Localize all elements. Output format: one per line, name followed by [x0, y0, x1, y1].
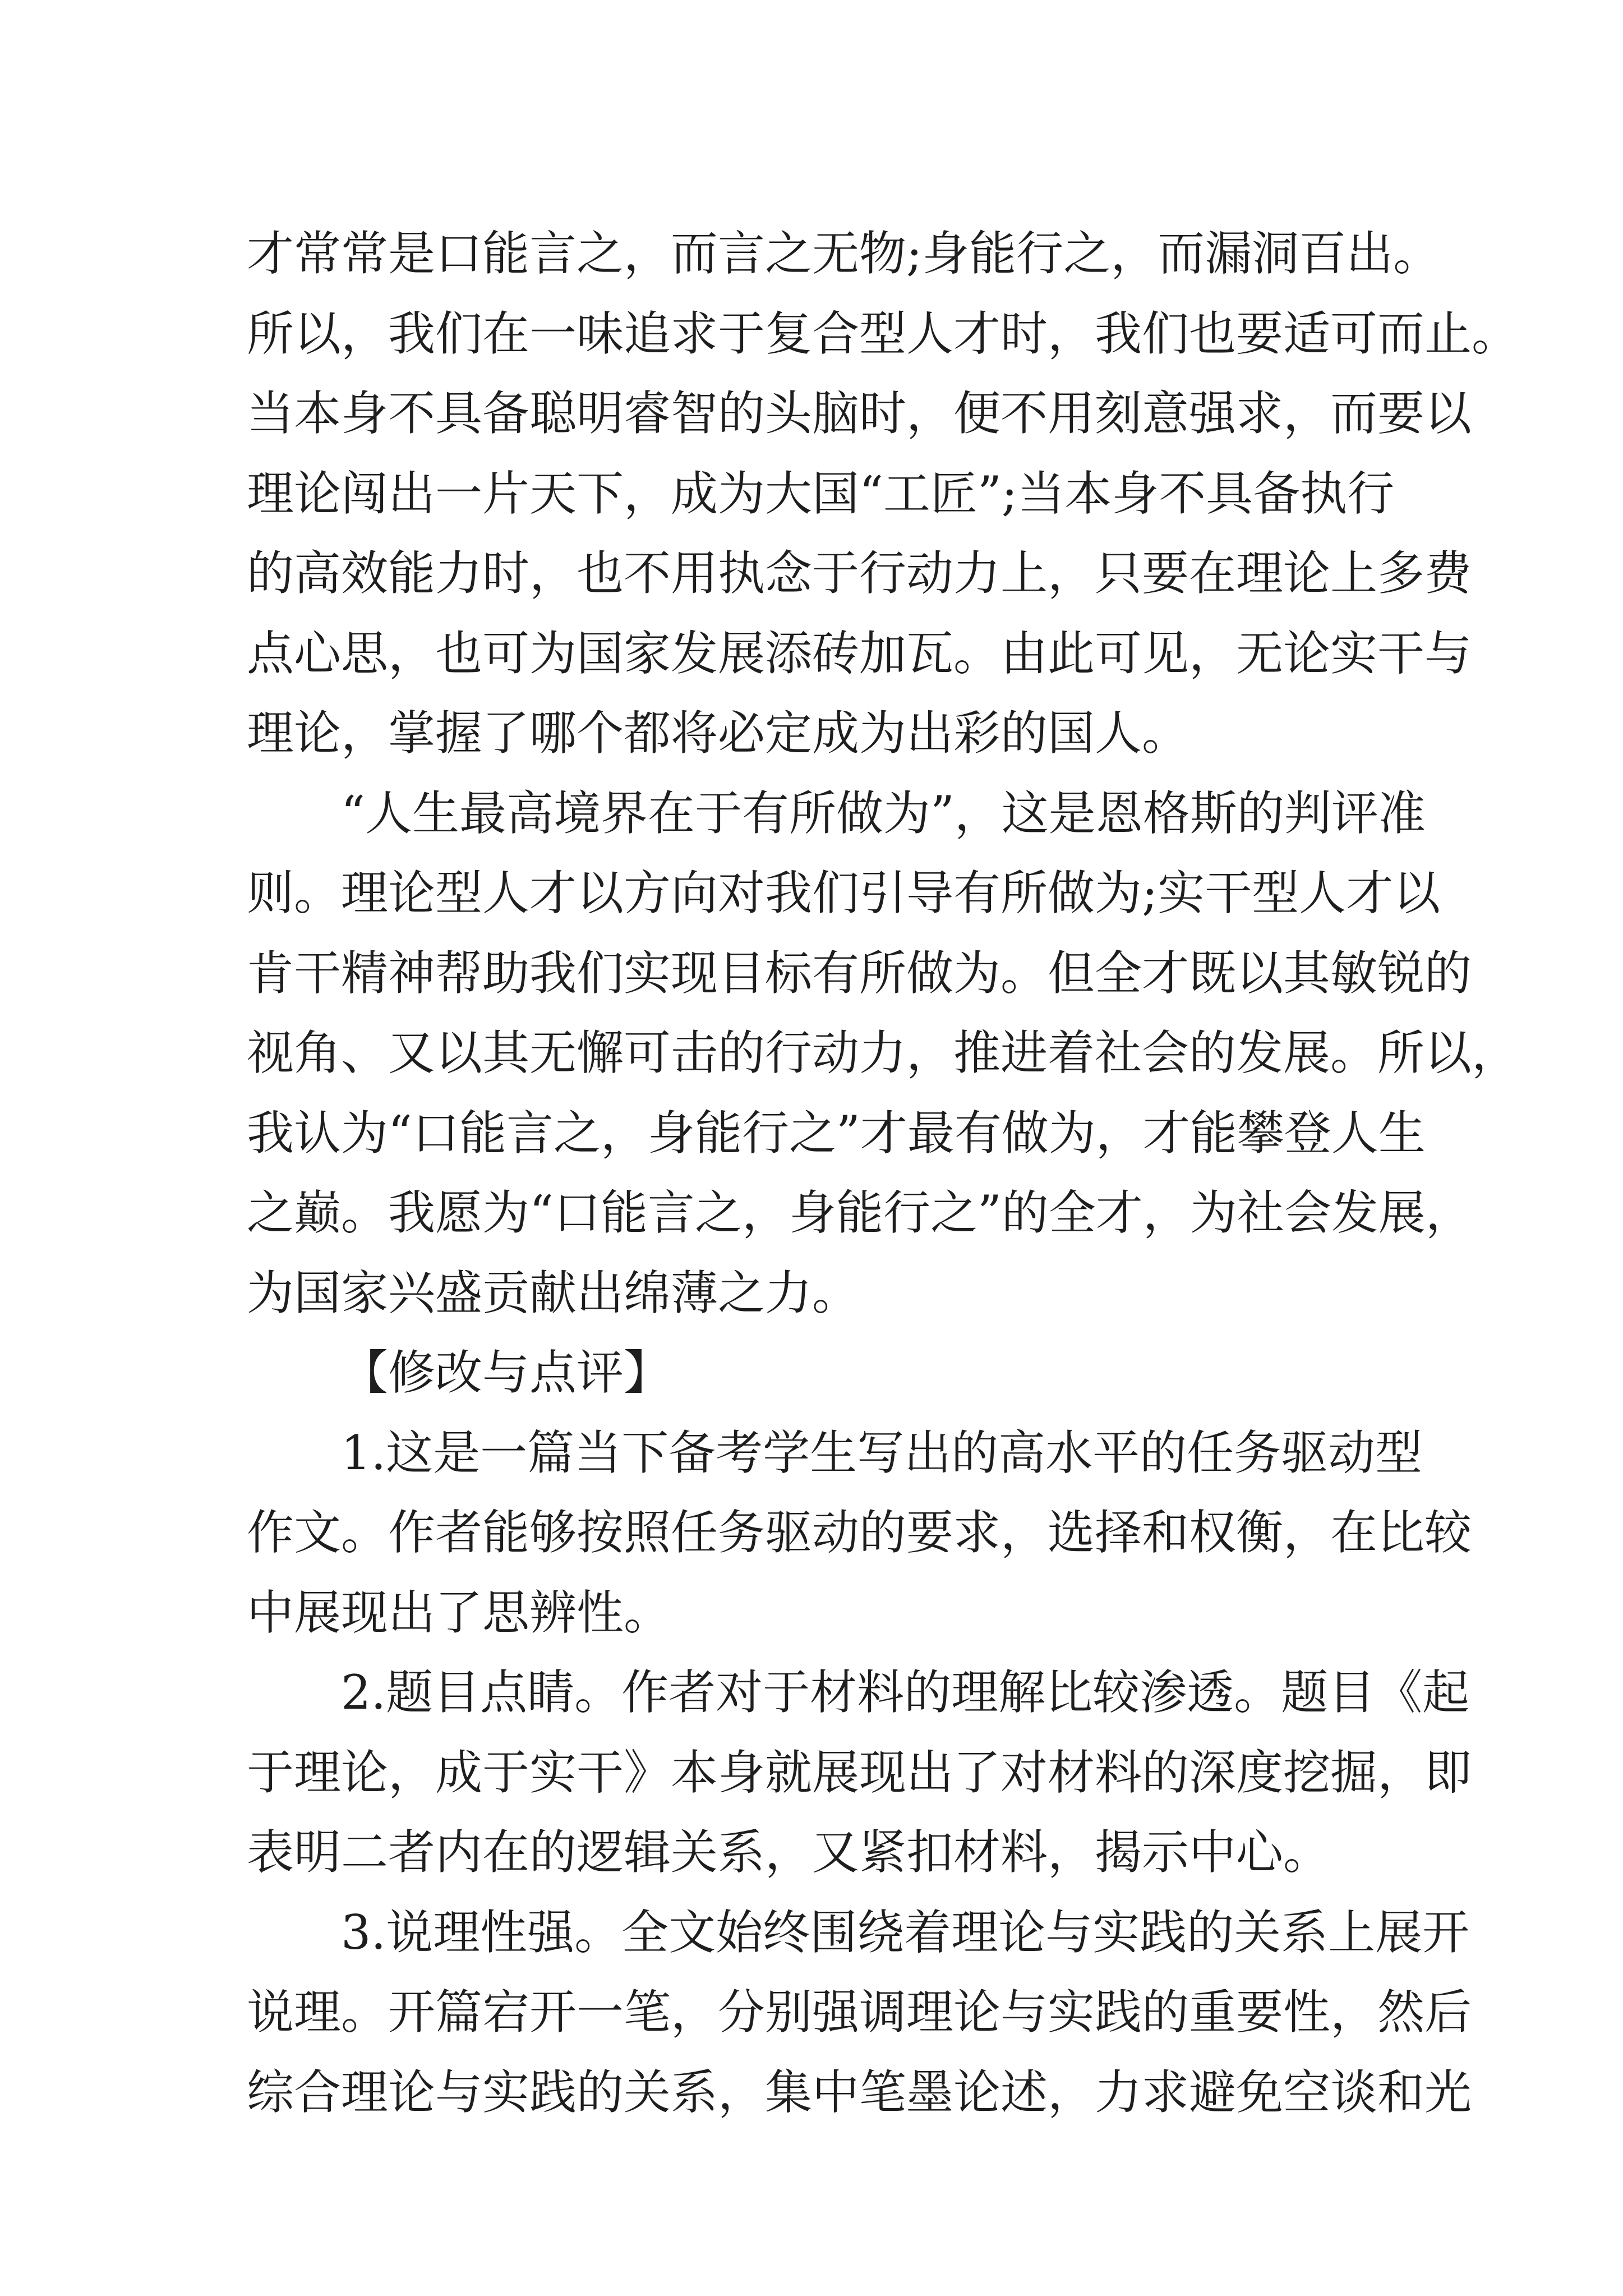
- text-line: 说理。开篇宕开一笔，分别强调理论与实践的重要性，然后: [247, 1985, 1472, 2040]
- text-line: 综合理论与实践的关系，集中笔墨论述，力求避免空谈和光: [247, 2064, 1472, 2120]
- text-line: 理论，掌握了哪个都将必定成为出彩的国人。: [247, 706, 1189, 761]
- text-line: 所以，我们在一味追求于复合型人才时，我们也要适可而止。: [247, 306, 1519, 361]
- text-line: 点心思，也可为国家发展添砖加瓦。由此可见，无论实干与: [247, 625, 1472, 681]
- comment-item-2-line: 2.题目点睛。作者对于材料的理解比较渗透。题目《起: [341, 1665, 1470, 1720]
- text-line: 作文。作者能够按照任务驱动的要求，选择和权衡，在比较: [247, 1505, 1472, 1560]
- text-line: 才常常是口能言之，而言之无物;身能行之，而漏洞百出。: [247, 226, 1441, 281]
- text-line: 为国家兴盛贡献出绵薄之力。: [247, 1265, 860, 1320]
- text-line: 视角、又以其无懈可击的行动力，推进着社会的发展。所以，: [247, 1025, 1519, 1080]
- document-body: [247, 214, 1519, 2132]
- text-line: 于理论，成于实干》本身就展现出了对材料的深度挖掘，即: [247, 1745, 1472, 1800]
- text-line: 理论闯出一片天下，成为大国“工匠”;当本身不具备执行: [247, 466, 1395, 521]
- comment-item-3-line: 3.说理性强。全文始终围绕着理论与实践的关系上展开: [341, 1904, 1470, 1960]
- text-line: 表明二者内在的逻辑关系，又紧扣材料，揭示中心。: [247, 1825, 1331, 1880]
- comment-item-1-line: 1.这是一篇当下备考学生写出的高水平的任务驱动型: [341, 1425, 1423, 1480]
- text-line: 之巅。我愿为“口能言之，身能行之”的全才，为社会发展，: [247, 1185, 1473, 1240]
- paragraph-first-line: “人生最高境界在于有所做为”，这是恩格斯的判评准: [341, 785, 1426, 841]
- text-line: 的高效能力时，也不用执念于行动力上，只要在理论上多费: [247, 546, 1472, 601]
- text-line: 中展现出了思辨性。: [247, 1585, 671, 1640]
- section-heading: 【修改与点评】: [341, 1345, 671, 1400]
- text-line: 肯干精神帮助我们实现目标有所做为。但全才既以其敏锐的: [247, 945, 1472, 1001]
- text-line: 当本身不具备聪明睿智的头脑时，便不用刻意强求，而要以: [247, 386, 1472, 441]
- text-line: 我认为“口能言之，身能行之”才最有做为，才能攀登人生: [247, 1105, 1426, 1161]
- text-line: 则。理论型人才以方向对我们引导有所做为;实干型人才以: [247, 866, 1441, 921]
